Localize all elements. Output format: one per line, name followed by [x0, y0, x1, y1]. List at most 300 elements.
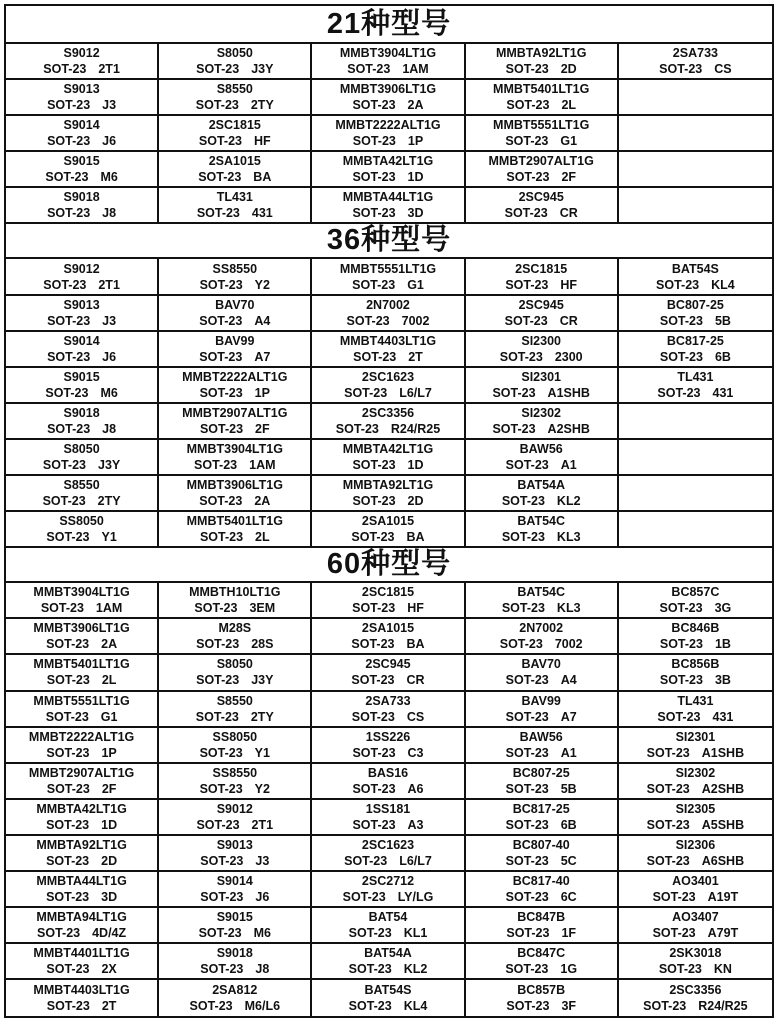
package-type: SOT-23 [351, 530, 395, 545]
package-marking [466, 205, 617, 221]
marking-code: A2SHB [547, 421, 590, 436]
marking-code: 1D [101, 817, 118, 832]
part-cell [619, 296, 772, 332]
package-marking [159, 457, 310, 473]
part-cell [159, 44, 312, 80]
marking-code: G1 [100, 709, 118, 724]
package-marking [619, 998, 772, 1014]
part-cell [6, 404, 159, 440]
marking-code: 2D [560, 62, 577, 77]
package-type: SOT-23 [657, 385, 701, 400]
part-number: 2N7002 [366, 297, 410, 312]
part-cell [312, 836, 465, 872]
package-marking [159, 349, 310, 365]
package-type: SOT-23 [42, 457, 86, 472]
package-type: SOT-23 [656, 277, 700, 292]
package-marking [466, 529, 617, 545]
package-marking [6, 925, 157, 941]
package-type: SOT-23 [505, 709, 549, 724]
part-number: MMBT3906LT1G [186, 478, 283, 493]
part-number: 1SS226 [365, 729, 411, 744]
package-type: SOT-23 [194, 457, 238, 472]
part-number: S8050 [63, 441, 100, 456]
part-number: MMBT3906LT1G [33, 621, 130, 636]
package-type: SOT-23 [194, 601, 238, 616]
part-cell [312, 764, 465, 800]
package-type: SOT-23 [43, 62, 87, 77]
package-type: SOT-23 [352, 170, 396, 185]
package-type: SOT-23 [348, 926, 392, 941]
package-type: SOT-23 [344, 853, 388, 868]
marking-code: CR [559, 206, 578, 221]
package-marking [312, 745, 463, 761]
marking-code: 2X [101, 962, 117, 977]
marking-code: BA [253, 170, 272, 185]
part-cell [6, 800, 159, 836]
part-number: MMBT5401LT1G [493, 82, 590, 97]
package-type: SOT-23 [347, 62, 391, 77]
package-type: SOT-23 [46, 745, 90, 760]
marking-code: 2T [101, 999, 117, 1014]
marking-code: J3Y [251, 62, 274, 77]
part-number: BC817-40 [512, 874, 570, 889]
part-number: 2SA733 [365, 693, 411, 708]
package-type: SOT-23 [196, 817, 240, 832]
marking-code: KL4 [403, 999, 428, 1014]
package-marking [312, 349, 463, 365]
part-cell [6, 332, 159, 368]
marking-code: J8 [255, 962, 270, 977]
marking-code: M6 [100, 385, 118, 400]
package-type: SOT-23 [659, 601, 703, 616]
marking-code: 3F [561, 999, 577, 1014]
part-cell [159, 116, 312, 152]
package-marking [6, 169, 157, 185]
empty-cell [619, 152, 772, 188]
marking-code: A3 [407, 817, 424, 832]
package-type: SOT-23 [352, 494, 396, 509]
marking-code: A6 [407, 781, 424, 796]
part-cell [312, 800, 465, 836]
part-number: SI2302 [521, 405, 561, 420]
part-number: SI2300 [521, 333, 561, 348]
marking-code: 431 [251, 206, 273, 221]
package-type: SOT-23 [499, 349, 543, 364]
package-marking [159, 385, 310, 401]
package-marking [466, 889, 617, 905]
package-marking [159, 745, 310, 761]
marking-code: Y1 [101, 530, 117, 545]
section-title: 60种型号 [6, 548, 772, 583]
part-number: BC817-25 [512, 801, 570, 816]
part-cell [312, 116, 465, 152]
part-number: BAV99 [521, 693, 561, 708]
part-cell [6, 44, 159, 80]
package-marking [159, 313, 310, 329]
package-marking [466, 672, 617, 688]
marking-code: 1D [407, 457, 424, 472]
part-cell [619, 764, 772, 800]
marking-code: 1D [407, 170, 424, 185]
part-cell [6, 944, 159, 980]
part-number: 2SA1015 [208, 154, 261, 169]
package-type: SOT-23 [46, 962, 90, 977]
package-marking [312, 889, 463, 905]
part-cell [466, 404, 619, 440]
part-number: 1SS181 [365, 801, 411, 816]
package-marking [159, 600, 310, 616]
package-marking [6, 709, 157, 725]
part-cell [466, 655, 619, 691]
part-number: 2SC1815 [208, 118, 261, 133]
package-marking [6, 457, 157, 473]
part-number: BC856B [671, 657, 720, 672]
part-cell [466, 188, 619, 224]
package-type: SOT-23 [646, 781, 690, 796]
part-number: M28S [218, 621, 252, 636]
part-number: MMBT4401LT1G [33, 946, 130, 961]
part-number: BAT54A [364, 946, 412, 961]
package-marking [159, 925, 310, 941]
package-type: SOT-23 [505, 890, 549, 905]
package-marking [6, 529, 157, 545]
package-marking [466, 636, 617, 652]
part-number: SI2305 [675, 801, 716, 816]
package-type: SOT-23 [47, 134, 91, 149]
package-type: SOT-23 [505, 962, 549, 977]
marking-code: J3Y [251, 673, 274, 688]
marking-code: A7 [254, 349, 271, 364]
part-number: S9012 [63, 46, 100, 61]
marking-code: 28S [251, 637, 274, 652]
part-cell [466, 836, 619, 872]
marking-code: HF [407, 601, 424, 616]
package-type: SOT-23 [37, 926, 81, 941]
part-number: S9018 [63, 405, 100, 420]
package-marking [466, 817, 617, 833]
marking-code: G1 [407, 277, 424, 292]
package-type: SOT-23 [45, 385, 89, 400]
part-number: S9015 [63, 154, 100, 169]
package-marking [466, 313, 617, 329]
part-cell [466, 800, 619, 836]
marking-code: L6/L7 [399, 853, 432, 868]
package-marking [312, 709, 463, 725]
part-number: S8550 [216, 693, 253, 708]
marking-code: 3D [101, 890, 118, 905]
part-cell [159, 512, 312, 548]
package-marking [6, 313, 157, 329]
package-marking [619, 313, 772, 329]
part-cell [159, 800, 312, 836]
package-marking [312, 853, 463, 869]
marking-code: J3 [102, 98, 117, 113]
part-number: BC847C [517, 946, 566, 961]
marking-code: A5SHB [701, 817, 745, 832]
package-marking [466, 385, 617, 401]
part-cell [466, 728, 619, 764]
part-number: 2SC1815 [361, 585, 415, 600]
package-marking [312, 97, 463, 113]
part-number: MMBT5551LT1G [493, 118, 590, 133]
package-marking [619, 709, 772, 725]
package-type: SOT-23 [348, 999, 392, 1014]
part-cell [466, 476, 619, 512]
package-type: SOT-23 [346, 313, 390, 328]
marking-code: A2SHB [701, 781, 745, 796]
marking-code: KL3 [556, 530, 581, 545]
marking-code: C3 [407, 745, 424, 760]
package-type: SOT-23 [200, 962, 244, 977]
part-number: MMBT5551LT1G [339, 261, 437, 276]
package-marking [466, 781, 617, 797]
package-marking [159, 672, 310, 688]
part-number: BAT54S [671, 261, 719, 276]
package-marking [619, 853, 772, 869]
part-number: MMBT4403LT1G [339, 333, 437, 348]
package-type: SOT-23 [200, 853, 244, 868]
package-marking [312, 672, 463, 688]
package-type: SOT-23 [352, 277, 396, 292]
part-number: BAV70 [215, 297, 255, 312]
part-cell [312, 80, 465, 116]
part-cell [312, 728, 465, 764]
marking-code: KL2 [403, 962, 428, 977]
package-marking [6, 493, 157, 509]
part-cell [466, 152, 619, 188]
package-type: SOT-23 [505, 853, 549, 868]
marking-code: 2A [101, 637, 118, 652]
part-cell [619, 872, 772, 908]
part-cell [312, 152, 465, 188]
marking-code: M6/L6 [244, 999, 281, 1014]
package-type: SOT-23 [199, 349, 243, 364]
package-type: SOT-23 [46, 817, 90, 832]
package-type: SOT-23 [199, 745, 243, 760]
package-type: SOT-23 [189, 999, 233, 1014]
part-cell [159, 619, 312, 655]
part-number: BAV99 [215, 333, 255, 348]
package-marking [159, 709, 310, 725]
package-type: SOT-23 [196, 637, 240, 652]
marking-code: 2TY [250, 98, 274, 113]
package-type: SOT-23 [504, 206, 548, 221]
package-type: SOT-23 [352, 134, 396, 149]
package-type: SOT-23 [46, 781, 90, 796]
marking-code: 2A [407, 98, 424, 113]
part-number: 2SC3356 [669, 983, 722, 998]
package-marking [466, 457, 617, 473]
part-number: BAV70 [521, 657, 561, 672]
package-type: SOT-23 [352, 601, 396, 616]
package-type: SOT-23 [492, 385, 536, 400]
part-cell [619, 800, 772, 836]
marking-code: 1B [714, 637, 731, 652]
package-marking [159, 61, 310, 77]
marking-code: 7002 [554, 637, 583, 652]
marking-code: 1AM [95, 601, 123, 616]
part-number: MMBT4403LT1G [33, 983, 130, 998]
part-cell [159, 152, 312, 188]
part-number: MMBTA92LT1G [495, 46, 587, 61]
part-number: MMBT3906LT1G [339, 82, 437, 97]
package-type: SOT-23 [40, 601, 84, 616]
package-marking [6, 205, 157, 221]
part-number: BC847B [517, 910, 566, 925]
part-cell [6, 152, 159, 188]
package-marking [6, 998, 157, 1014]
part-cell [6, 980, 159, 1016]
part-number: S9013 [63, 82, 100, 97]
parts-grid [6, 44, 772, 224]
part-cell [466, 764, 619, 800]
part-cell [466, 368, 619, 404]
part-cell [159, 404, 312, 440]
package-marking [619, 781, 772, 797]
marking-code: 1AM [249, 457, 276, 472]
part-number: S8550 [63, 478, 100, 493]
part-number: 2SC1815 [515, 261, 568, 276]
part-number: MMBT5401LT1G [33, 657, 130, 672]
package-marking [619, 600, 772, 616]
part-cell [312, 259, 465, 295]
part-number: SS8550 [212, 765, 258, 780]
part-cell [159, 80, 312, 116]
part-cell [619, 728, 772, 764]
package-type: SOT-23 [46, 530, 90, 545]
marking-code: 2L [101, 673, 117, 688]
marking-code: CS [714, 62, 732, 77]
marking-code: J8 [102, 421, 117, 436]
package-type: SOT-23 [352, 817, 396, 832]
package-type: SOT-23 [659, 673, 703, 688]
package-marking [466, 961, 617, 977]
package-type: SOT-23 [43, 277, 87, 292]
part-number: BC817-25 [666, 333, 724, 348]
package-type: SOT-23 [501, 494, 545, 509]
marking-code: 1P [407, 134, 424, 149]
part-cell [312, 619, 465, 655]
package-type: SOT-23 [47, 349, 91, 364]
package-type: SOT-23 [42, 494, 86, 509]
package-marking [159, 277, 310, 293]
package-type: SOT-23 [505, 817, 549, 832]
package-marking [466, 600, 617, 616]
part-cell [159, 476, 312, 512]
package-type: SOT-23 [659, 313, 703, 328]
part-cell [466, 980, 619, 1016]
package-marking [159, 529, 310, 545]
package-type: SOT-23 [46, 999, 90, 1014]
package-type: SOT-23 [47, 421, 91, 436]
marking-code: 2T1 [98, 62, 120, 77]
package-type: SOT-23 [195, 98, 239, 113]
package-marking [159, 998, 310, 1014]
marking-code: 2TY [250, 709, 274, 724]
package-type: SOT-23 [506, 999, 550, 1014]
part-number: S9013 [216, 837, 253, 852]
package-type: SOT-23 [344, 385, 388, 400]
package-marking [466, 349, 617, 365]
package-type: SOT-23 [499, 637, 543, 652]
part-cell [312, 872, 465, 908]
package-type: SOT-23 [198, 926, 242, 941]
package-marking [312, 600, 463, 616]
package-marking [312, 998, 463, 1014]
package-type: SOT-23 [351, 673, 395, 688]
part-number: BAT54A [517, 478, 566, 493]
part-number: SI2302 [675, 765, 716, 780]
marking-code: Y2 [254, 781, 270, 796]
package-marking [466, 277, 617, 293]
marking-code: 7002 [401, 313, 430, 328]
part-cell [312, 655, 465, 691]
empty-cell [619, 404, 772, 440]
package-marking [466, 853, 617, 869]
part-number: 2SC945 [518, 297, 564, 312]
part-cell [312, 44, 465, 80]
marking-code: J6 [255, 890, 270, 905]
package-type: SOT-23 [352, 457, 396, 472]
part-cell [619, 836, 772, 872]
part-number: 2SA812 [212, 983, 258, 998]
package-type: SOT-23 [195, 709, 239, 724]
marking-code: 2T [408, 349, 423, 364]
part-cell [159, 872, 312, 908]
part-number: BAT54 [368, 910, 408, 925]
package-marking [619, 636, 772, 652]
part-number: BAW56 [519, 729, 563, 744]
part-number: TL431 [677, 693, 714, 708]
part-number: 2SC945 [518, 190, 564, 205]
package-marking [6, 745, 157, 761]
part-number: SI2301 [521, 369, 561, 384]
package-marking [159, 853, 310, 869]
package-marking [6, 97, 157, 113]
part-number: MMBTA42LT1G [342, 441, 434, 456]
part-number: BC807-25 [512, 765, 570, 780]
package-type: SOT-23 [47, 206, 91, 221]
part-number: BAT54C [517, 585, 566, 600]
part-number: SI2306 [675, 837, 716, 852]
package-marking [619, 817, 772, 833]
package-marking [312, 493, 463, 509]
part-number: MMBTA92LT1G [342, 478, 434, 493]
part-cell [619, 908, 772, 944]
package-type: SOT-23 [348, 962, 392, 977]
part-number: MMBT2222ALT1G [28, 729, 135, 744]
part-number: S9013 [63, 297, 100, 312]
part-number: 2SC1623 [361, 837, 415, 852]
package-type: SOT-23 [200, 890, 244, 905]
part-cell [619, 619, 772, 655]
part-number: S8050 [216, 46, 253, 61]
part-cell [312, 440, 465, 476]
package-marking [312, 925, 463, 941]
part-cell [159, 836, 312, 872]
part-number: MMBTA94LT1G [36, 910, 127, 925]
package-marking [6, 61, 157, 77]
part-number: S9014 [63, 118, 100, 133]
package-type: SOT-23 [335, 421, 379, 436]
package-marking [619, 925, 772, 941]
package-marking [159, 493, 310, 509]
part-number: BAS16 [367, 765, 409, 780]
part-number: SS8550 [212, 261, 258, 276]
package-type: SOT-23 [342, 890, 386, 905]
package-marking [312, 457, 463, 473]
marking-code: J3 [102, 313, 117, 328]
